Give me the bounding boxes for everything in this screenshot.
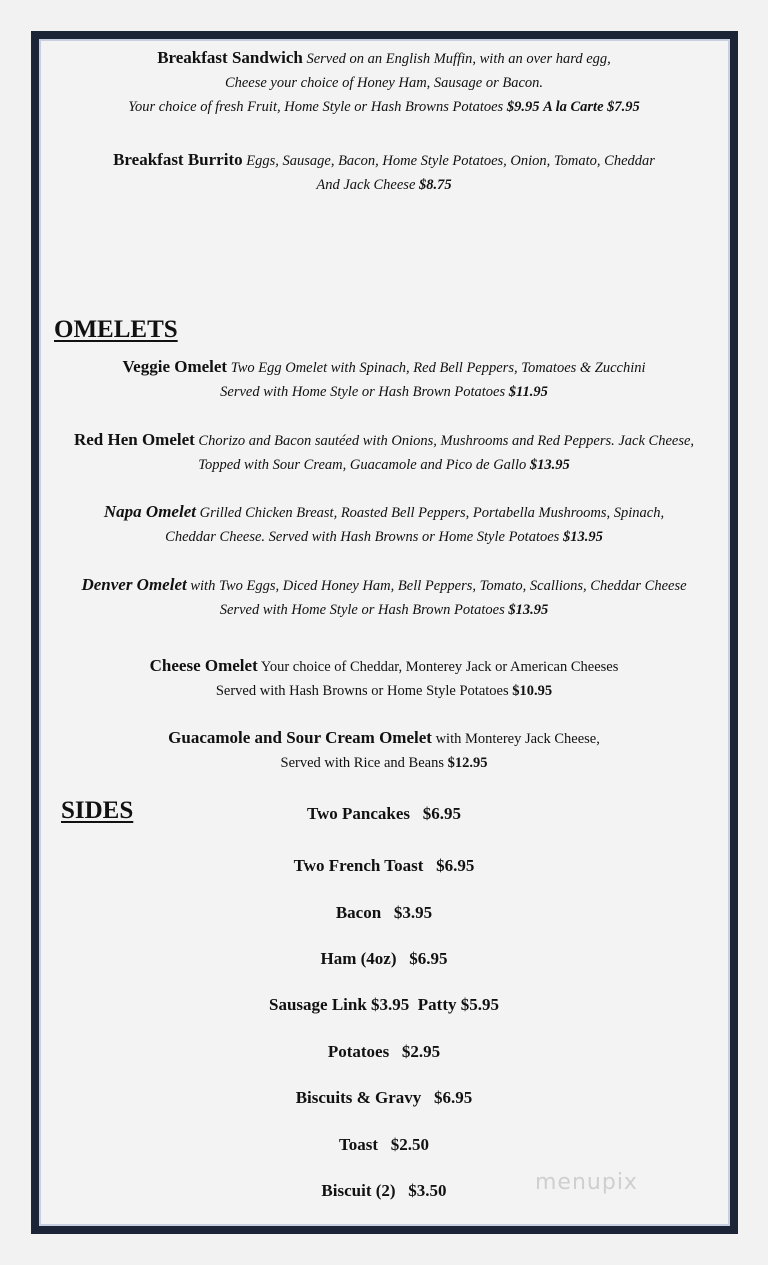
item-description: Served with Rice and Beans	[280, 755, 444, 771]
menu-item-cheese-omelet	[0, 654, 768, 703]
item-description: Cheese your choice of Honey Ham, Sausage or Bacon.	[224, 75, 544, 91]
menu-item-veggie-omelet	[0, 355, 768, 404]
item-description: Topped with Sour Cream, Guacamole and Pico de Gallo	[198, 457, 527, 473]
menupix-watermark: menupix	[535, 1170, 638, 1195]
menu-item-denver-omelet	[0, 573, 768, 622]
a-la-carte-label: A la Carte	[543, 99, 604, 115]
item-name: Napa Omelet	[103, 502, 196, 521]
menu-item-guacamole-omelet	[0, 726, 768, 775]
item-name: Breakfast Burrito	[113, 150, 243, 169]
item-price: $9.95	[506, 99, 540, 115]
side-item-biscuit: Biscuit (2) $3.50	[321, 1181, 447, 1200]
item-description: Served on an English Muffin, with an over hard egg,	[306, 51, 611, 67]
section-title-omelets: OMELETS	[54, 316, 178, 343]
side-item-ham: Ham (4oz) $6.95	[320, 949, 448, 968]
menu-item-breakfast-sandwich	[0, 46, 768, 119]
item-price: $13.95	[562, 529, 603, 545]
item-name: Denver Omelet	[81, 575, 187, 594]
item-price: $12.95	[447, 755, 488, 771]
item-description: Chorizo and Bacon sautéed with Onions, Mushrooms and Red Peppers. Jack Cheese,	[198, 433, 695, 449]
menu-item-red-hen-omelet	[0, 428, 768, 477]
item-name: Breakfast Sandwich	[157, 48, 303, 67]
item-description: Eggs, Sausage, Bacon, Home Style Potatoes, Onion, Tomato, Cheddar	[246, 153, 655, 169]
item-description: Served with Hash Browns or Home Style Potatoes	[215, 683, 509, 699]
item-description: Served with Home Style or Hash Brown Potatoes	[220, 384, 506, 400]
side-item-biscuits-gravy: Biscuits & Gravy $6.95	[295, 1088, 473, 1107]
item-description: Cheddar Cheese. Served with Hash Browns or Home Style Potatoes	[165, 529, 560, 545]
item-description: Your choice of fresh Fruit, Home Style or Hash Browns Potatoes	[128, 99, 504, 115]
side-item-bacon: Bacon $3.95	[335, 903, 433, 922]
side-item-two-pancakes: Two Pancakes $6.95	[306, 804, 462, 823]
item-name: Cheese Omelet	[149, 656, 258, 675]
item-description: with Two Eggs, Diced Honey Ham, Bell Peppers, Tomato, Scallions, Cheddar Cheese	[190, 578, 687, 594]
a-la-carte-price: $7.95	[607, 99, 640, 115]
menu-item-napa-omelet	[0, 500, 768, 549]
item-price: $8.75	[419, 177, 452, 193]
item-description: Served with Home Style or Hash Brown Potatoes	[219, 602, 505, 618]
item-description: Your choice of Cheddar, Monterey Jack or American Cheeses	[260, 659, 619, 675]
section-title-sides: SIDES	[61, 797, 134, 824]
item-price: $10.95	[512, 683, 553, 699]
side-item-two-french-toast: Two French Toast $6.95	[293, 856, 475, 875]
item-name: Veggie Omelet	[122, 357, 228, 376]
item-name: Red Hen Omelet	[73, 430, 195, 449]
item-name: Guacamole and Sour Cream Omelet	[168, 728, 432, 747]
menu-item-breakfast-burrito	[0, 148, 768, 197]
item-price: $11.95	[508, 384, 548, 400]
item-description: Grilled Chicken Breast, Roasted Bell Peppers, Portabella Mushrooms, Spinach,	[199, 505, 665, 521]
item-description: Two Egg Omelet with Spinach, Red Bell Peppers, Tomatoes & Zucchini	[230, 360, 646, 376]
side-item-potatoes: Potatoes $2.95	[327, 1042, 441, 1061]
side-item-sausage: Sausage Link $3.95 Patty $5.95	[269, 995, 499, 1014]
item-description: And Jack Cheese	[316, 177, 416, 193]
item-description: with Monterey Jack Cheese,	[435, 731, 600, 747]
item-price: $13.95	[508, 602, 549, 618]
item-price: $13.95	[529, 457, 570, 473]
side-item-toast: Toast $2.50	[338, 1135, 430, 1154]
